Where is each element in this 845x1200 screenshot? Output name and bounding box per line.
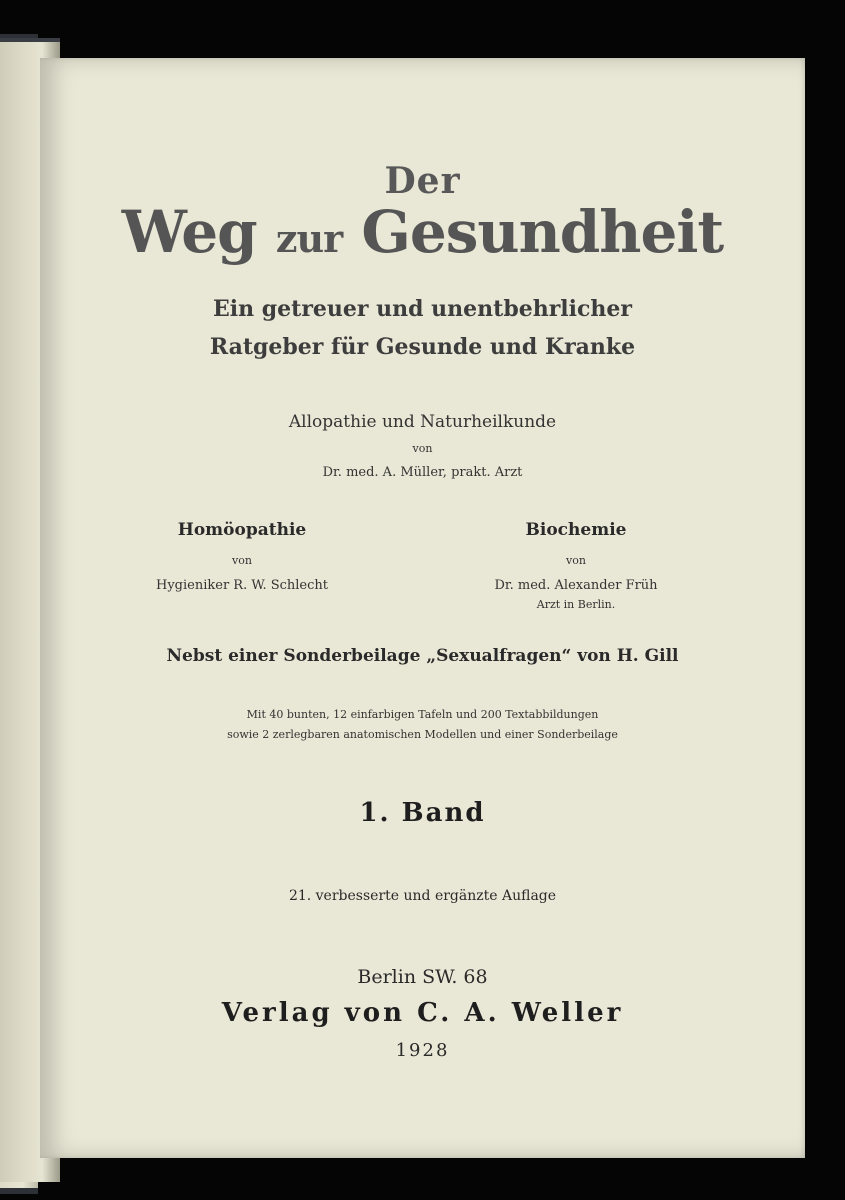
subtitle-line-2: Ratgeber für Gesunde und Kranke bbox=[209, 334, 636, 360]
publication-year: 1928 bbox=[395, 1040, 450, 1061]
title-page bbox=[40, 58, 805, 1158]
homoeopathie-heading: Homöopathie bbox=[177, 520, 307, 540]
sonderbeilage-note: Nebst einer Sonderbeilage „Sexualfragen“ von H. Gill bbox=[166, 646, 679, 666]
volume-label: 1. Band bbox=[359, 798, 486, 828]
homoeopathie-author: Hygieniker R. W. Schlecht bbox=[156, 578, 328, 593]
biochemie-author: Dr. med. Alexander Früh bbox=[494, 578, 658, 593]
title-gesundheit: Gesundheit bbox=[361, 198, 724, 266]
title-der: Der bbox=[384, 160, 461, 202]
publisher-name: Verlag von C. A. Weller bbox=[221, 998, 624, 1028]
homoeopathie-von: von bbox=[232, 554, 252, 567]
subtitle-line-1: Ein getreuer und unentbehrlicher bbox=[213, 296, 632, 322]
illustrations-line-1: Mit 40 bunten, 12 einfarbigen Tafeln und 200 Textabbildungen bbox=[246, 708, 599, 721]
von-label: von bbox=[412, 442, 433, 455]
title-zur: zur bbox=[275, 216, 343, 261]
illustrations-line-2: sowie 2 zerlegbaren anatomischen Modellen und einer Sonderbeilage bbox=[227, 728, 618, 741]
biochemie-von: von bbox=[566, 554, 586, 567]
author-mueller: Dr. med. A. Müller, prakt. Arzt bbox=[322, 465, 523, 480]
allopathie-heading: Allopathie und Naturheilkunde bbox=[288, 412, 557, 432]
title-weg: Weg bbox=[121, 198, 257, 266]
biochemie-heading: Biochemie bbox=[525, 520, 627, 540]
publisher-city: Berlin SW. 68 bbox=[357, 966, 488, 988]
edition-label: 21. verbesserte und ergänzte Auflage bbox=[288, 888, 557, 904]
main-title bbox=[40, 198, 805, 266]
biochemie-place: Arzt in Berlin. bbox=[536, 598, 616, 611]
